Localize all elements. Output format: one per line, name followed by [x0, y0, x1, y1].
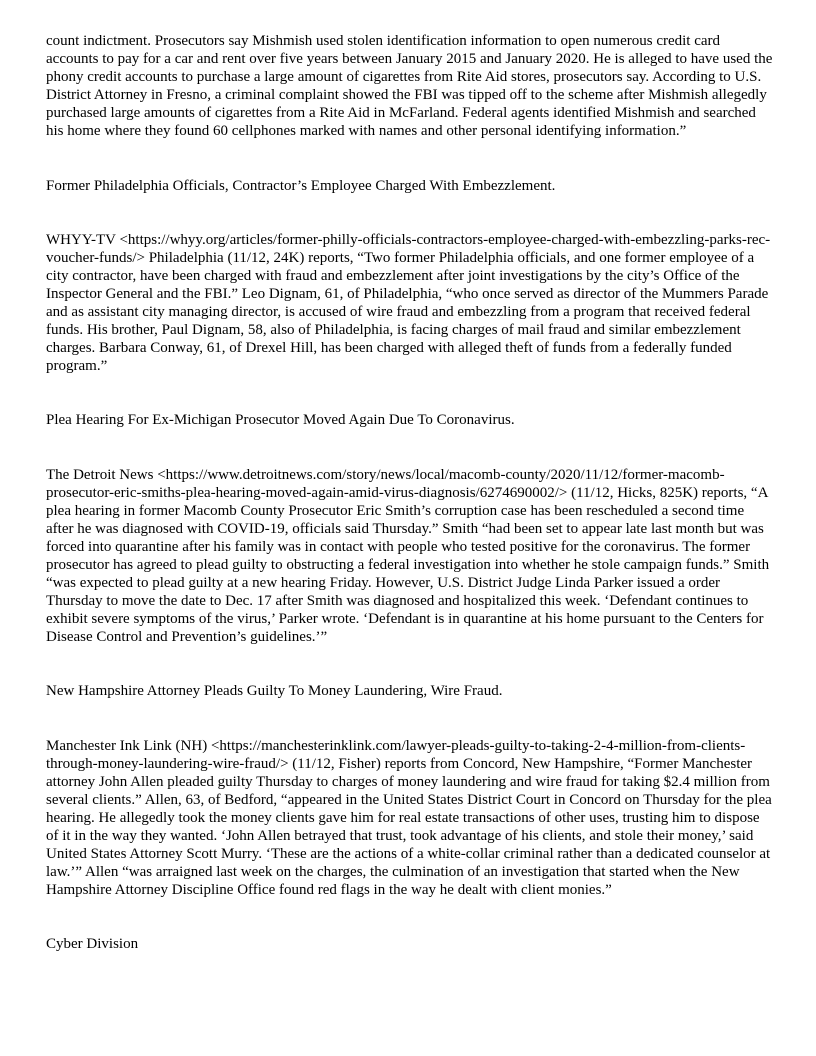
article-paragraph-philadelphia: WHYY-TV <https://whyy.org/articles/former-philly-officials-contractors-employee-charged-with-embezzling-parks-rec-voucher-funds/> Philadelphia (11/12, 24K) reports, “Two former Philadelphia officials, and one former employee of a city contractor, have been charged with fraud and embezzlement after joint investigations by the city’s Office of the Inspector General and the FBI.” Leo Dignam, 61, of Philadelphia, “who once served as director of the Mummers Parade and as assistant city managing director, is accused of wire fraud and embezzling from a program that received federal funds. His brother, Paul Dignam, 58, also of Philadelphia, is facing charges of mail fraud and similar embezzlement charges. Barbara Conway, 61, of Drexel Hill, has been charged with alleged theft of funds from a federally funded program.”	[46, 231, 771, 375]
article-paragraph-detroit: The Detroit News <https://www.detroitnews.com/story/news/local/macomb-county/2020/11/12/former-macomb-prosecutor-eric-smiths-plea-hearing-moved-again-amid-virus-diagnosis/6274690002/> (11/12, Hicks, 825K) reports, “A plea hearing in former Macomb County Prosecutor Eric Smith’s corruption case has been rescheduled a second time after he was diagnosed with COVID-19, officials said Thursday.” Smith “had been set to appear late last month but was forced into quarantine after his family was in contact with people who tested positive for the coronavirus. The former prosecutor has agreed to plead guilty to obstructing a federal investigation into whether he stole campaign funds.” Smith “was expected to plead guilty at a new hearing Friday. However, U.S. District Judge Linda Parker issued a order Thursday to move the date to Dec. 17 after Smith was diagnosed and hospitalized this week. ‘Defendant continues to exhibit severe symptoms of the virus,’ Parker wrote. ‘Defendant is in quarantine at his home pursuant to the Centers for Disease Control and Prevention’s guidelines.’”	[46, 466, 770, 646]
headline-philadelphia-embezzlement: Former Philadelphia Officials, Contractor’s Employee Charged With Embezzlement.	[46, 177, 556, 194]
article-paragraph-mishmish: count indictment. Prosecutors say Mishmish used stolen identification information to open numerous credit card accounts to pay for a car and rent over five years between January 2015 and January 2020. He is alleged to have used the phony credit accounts to purchase a large amount of cigarettes from Rite Aid stores, prosecutors say. According to U.S. District Attorney in Fresno, a criminal complaint showed the FBI was tipped off to the scheme after Mishmish allegedly purchased large amounts of cigarettes from a Rite Aid in McFarland. Federal agents identified Mishmish and searched his home where they found 60 cellphones marked with names and other personal identifying information.”	[46, 33, 773, 140]
headline-new-hampshire-attorney: New Hampshire Attorney Pleads Guilty To Money Laundering, Wire Fraud.	[46, 683, 503, 700]
document-page	[46, 32, 774, 953]
article-paragraph-manchester: Manchester Ink Link (NH) <https://manchesterinklink.com/lawyer-pleads-guilty-to-taking-2-4-million-from-clients-through-money-laundering-wire-fraud/> (11/12, Fisher) reports from Concord, New Hampshire, “Former Manchester attorney John Allen pleaded guilty Thursday to charges of money laundering and wire fraud for taking $2.4 million from several clients.” Allen, 63, of Bedford, “appeared in the United States District Court in Concord on Thursday for the plea hearing. He allegedly took the money clients gave him for real estate transactions of other uses, trusting him to dispose of it in the way they wanted. ‘John Allen betrayed that trust, took advantage of his clients, and stole their money,’ said United States Attorney Scott Murry. ‘These are the actions of a white-collar criminal rather than a dedicated counselor at law.’” Allen “was arraigned last week on the charges, the culmination of an investigation that started when the New Hampshire Attorney Discipline Office found red flags in the way he dealt with client monies.”	[46, 737, 772, 899]
headline-michigan-prosecutor: Plea Hearing For Ex-Michigan Prosecutor Moved Again Due To Coronavirus.	[46, 412, 515, 429]
section-heading-cyber-division: Cyber Division	[46, 936, 139, 953]
